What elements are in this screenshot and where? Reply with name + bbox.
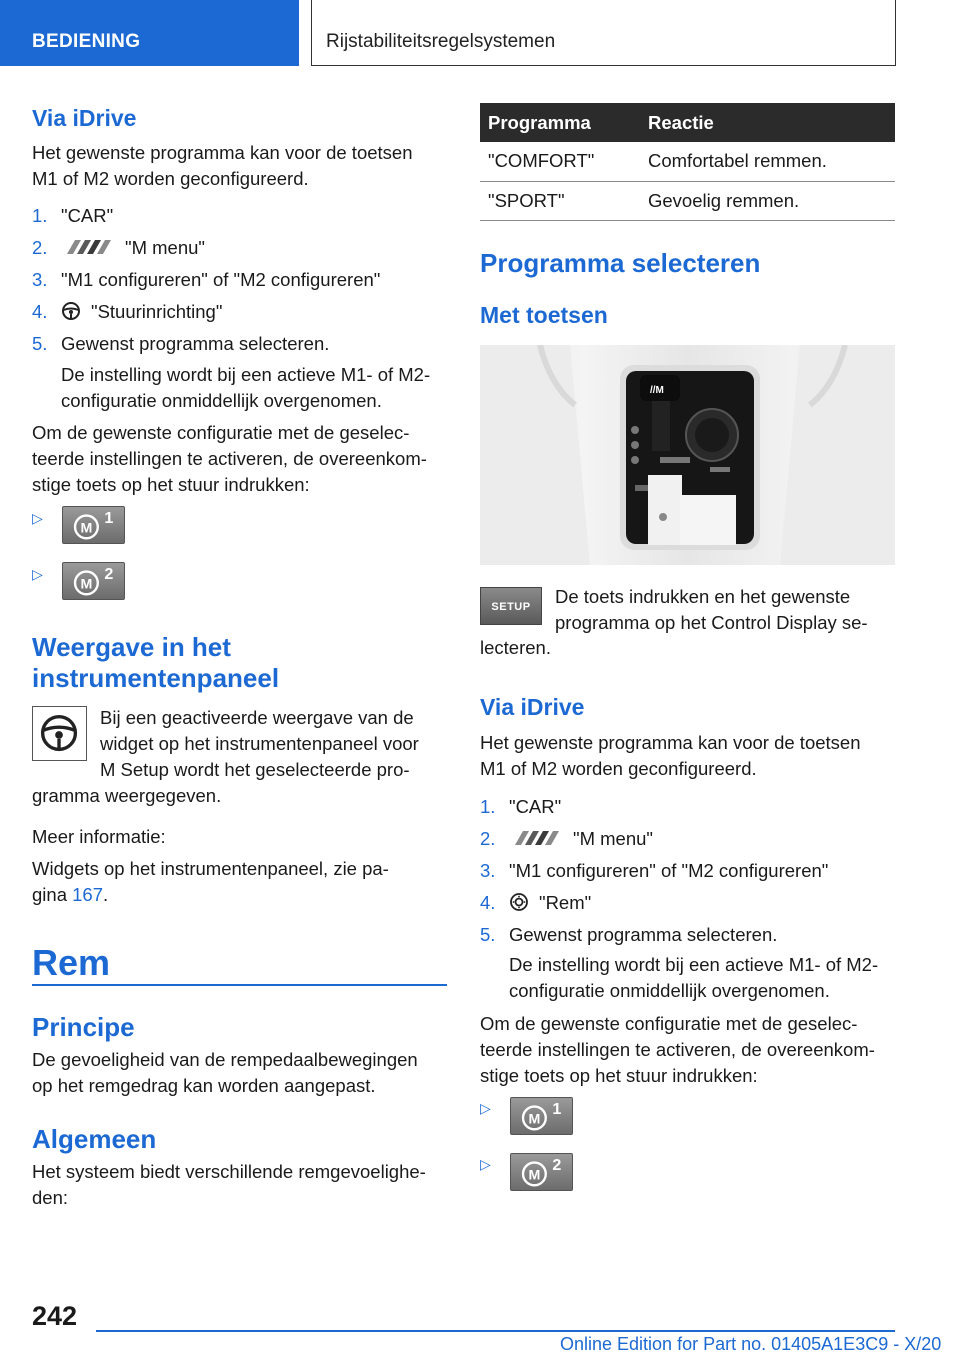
list-item: 2. "M menu" [480, 828, 653, 849]
principe-text-2: op het remgedrag kan worden aangepast. [32, 1075, 376, 1096]
svg-text:2: 2 [552, 1156, 562, 1175]
edition-text: Online Edition for Part no. 01405A1E3C9 - X/20 [560, 1334, 942, 1354]
after-text-1: Om de gewenste configuratie met de geselec- [480, 1013, 858, 1034]
after-text-3: stige toets op het stuur indrukken: [480, 1065, 758, 1086]
after-text-3: stige toets op het stuur indrukken: [32, 474, 310, 495]
steering-wheel-icon [33, 707, 86, 760]
table-row [480, 181, 895, 220]
setup-button[interactable]: SETUP [480, 587, 542, 625]
m2-button-icon [511, 1154, 572, 1190]
column-header: Reactie [640, 103, 895, 142]
brake-disc-icon [509, 892, 529, 912]
svg-text:M: M [80, 520, 93, 537]
setup-text-3: lecteren. [480, 637, 551, 658]
console-illustration [480, 345, 895, 565]
display-p3: M Setup wordt het geselecteerde pro- [100, 759, 410, 780]
triangle-bullet-icon: ▷ [480, 1100, 491, 1116]
m-stripes-icon [509, 831, 563, 845]
triangle-bullet-icon: ▷ [32, 566, 43, 582]
footer-divider [96, 1330, 895, 1332]
select-heading: Programma selecteren [480, 248, 761, 278]
m1-button[interactable] [62, 506, 125, 544]
list-item: 4. "Stuurinrichting" [32, 301, 223, 322]
m-stripes-icon [61, 240, 115, 254]
triangle-bullet-icon: ▷ [32, 510, 43, 526]
list-item: 1. "CAR" [480, 796, 562, 817]
svg-text://M: //M [650, 385, 664, 396]
reference-line-1: Widgets op het instrumentenpaneel, zie pa- [32, 858, 389, 879]
table-header-row [480, 103, 895, 142]
setup-text-1: De toets indrukken en het gewenste [555, 586, 851, 607]
svg-text:2: 2 [104, 565, 114, 584]
step5-cont-2: configuratie onmiddellijk overgenomen. [509, 980, 830, 1001]
table-row [480, 142, 895, 181]
via-idrive-heading: Via iDrive [480, 694, 585, 720]
list-item: 2. "M menu" [32, 237, 205, 258]
table-cell: Comfortabel remmen. [640, 142, 895, 181]
page-header [0, 0, 960, 66]
setup-text-2: programma op het Control Display se- [555, 612, 868, 633]
principe-heading: Principe [32, 1012, 135, 1042]
via-idrive-intro-2: M1 of M2 worden geconfigureerd. [480, 758, 757, 779]
idrive-steps-list [32, 203, 447, 363]
program-table [480, 103, 895, 221]
chapter-title: Rijstabiliteitsregelsystemen [311, 0, 896, 66]
svg-text:M: M [80, 576, 93, 593]
display-p2: widget op het instrumentenpaneel voor [100, 733, 419, 754]
after-text-1: Om de gewenste configuratie met de geselec- [32, 422, 410, 443]
more-info-label: Meer informatie: [32, 826, 166, 847]
display-heading-1: Weergave in het [32, 632, 231, 662]
step5-cont-1: De instelling wordt bij een actieve M1- of M2- [61, 364, 431, 385]
instrument-widget-icon-box [32, 706, 87, 761]
list-item: 1. "CAR" [32, 205, 114, 226]
m2-button[interactable] [62, 562, 125, 600]
display-heading-2: instrumentenpaneel [32, 663, 280, 693]
svg-text:1: 1 [552, 1100, 562, 1119]
list-item: 4. "Rem" [480, 892, 592, 913]
svg-text:1: 1 [104, 509, 114, 528]
step5-cont-2: configuratie onmiddellijk overgenomen. [61, 390, 382, 411]
rem-divider [32, 984, 447, 986]
principe-text-1: De gevoeligheid van de rempedaalbewegingen [32, 1049, 418, 1070]
page-number: 242 [32, 1301, 78, 1331]
center-console-photo [480, 345, 895, 565]
list-item: 3. "M1 configureren" of "M2 configureren" [32, 269, 381, 290]
m1-button[interactable] [510, 1097, 573, 1135]
column-header: Programma [480, 103, 640, 142]
step5-cont-1: De instelling wordt bij een actieve M1- of M2- [509, 954, 879, 975]
display-p1: Bij een geactiveerde weergave van de [100, 707, 414, 728]
algemeen-text-1: Het systeem biedt verschillende remgevoelighe- [32, 1161, 426, 1182]
after-text-2: teerde instellingen te activeren, de overeenkom- [32, 448, 427, 469]
rem-heading: Rem [32, 942, 111, 983]
via-idrive-intro-2: M1 of M2 worden geconfigureerd. [32, 168, 309, 189]
met-toetsen-heading: Met toetsen [480, 302, 608, 328]
display-p4: gramma weergegeven. [32, 785, 222, 806]
m1-button-icon [63, 507, 124, 543]
algemeen-heading: Algemeen [32, 1124, 157, 1154]
m1-button-icon [511, 1098, 572, 1134]
idrive-steps-list [480, 794, 895, 954]
via-idrive-intro-1: Het gewenste programma kan voor de toetsen [32, 142, 413, 163]
via-idrive-intro-1: Het gewenste programma kan voor de toetsen [480, 732, 861, 753]
list-item: 3. "M1 configureren" of "M2 configureren" [480, 860, 829, 881]
table-cell: Gevoelig remmen. [640, 181, 895, 220]
page-link[interactable]: 167 [72, 884, 103, 905]
after-text-2: teerde instellingen te activeren, de overeenkom- [480, 1039, 875, 1060]
table-cell: "SPORT" [480, 181, 640, 220]
triangle-bullet-icon: ▷ [480, 1156, 491, 1172]
section-tab: BEDIENING [0, 0, 299, 66]
list-item: 5. Gewenst programma selecteren. [480, 924, 778, 945]
algemeen-text-2: den: [32, 1187, 69, 1208]
table-cell: "COMFORT" [480, 142, 640, 181]
svg-text:M: M [528, 1111, 541, 1128]
reference-line-2: gina 167. [32, 884, 109, 905]
m2-button[interactable] [510, 1153, 573, 1191]
steering-wheel-icon [61, 301, 81, 321]
svg-text:M: M [528, 1167, 541, 1184]
via-idrive-heading: Via iDrive [32, 105, 137, 131]
m2-button-icon [63, 563, 124, 599]
list-item: 5. Gewenst programma selecteren. [32, 333, 330, 354]
